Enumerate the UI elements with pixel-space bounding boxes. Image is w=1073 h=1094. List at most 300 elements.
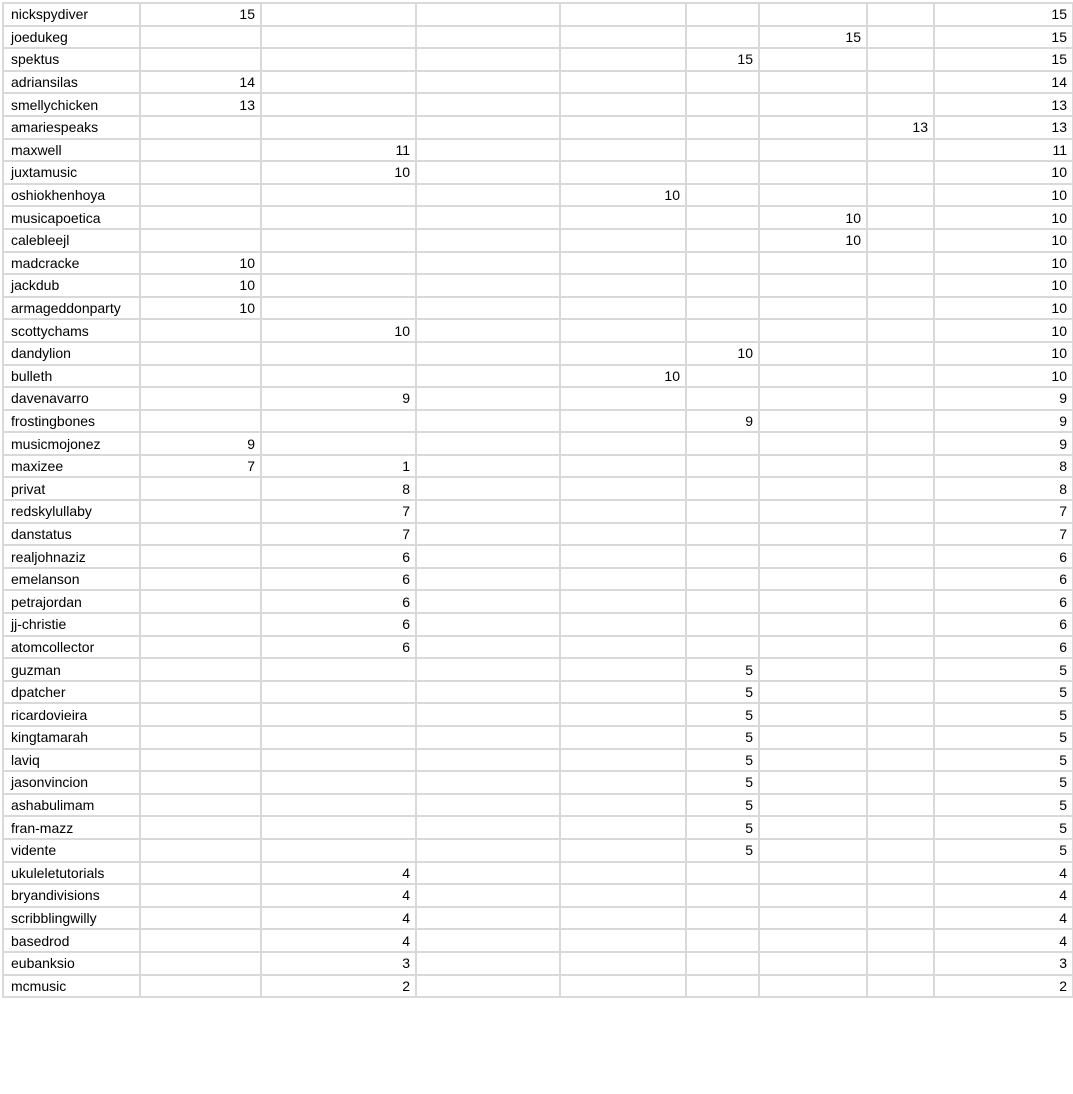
score-cell[interactable]: 10 (140, 252, 261, 275)
score-cell[interactable]: 5 (686, 658, 759, 681)
score-cell[interactable] (759, 952, 867, 975)
total-cell[interactable]: 7 (934, 500, 1073, 523)
score-cell[interactable] (140, 477, 261, 500)
score-cell[interactable] (140, 658, 261, 681)
score-cell[interactable] (416, 568, 560, 591)
score-cell[interactable] (686, 139, 759, 162)
total-cell[interactable]: 14 (934, 71, 1073, 94)
score-cell[interactable] (140, 839, 261, 862)
score-cell[interactable] (140, 342, 261, 365)
score-cell[interactable] (560, 71, 686, 94)
score-cell[interactable] (140, 319, 261, 342)
score-cell[interactable] (416, 726, 560, 749)
score-cell[interactable] (560, 636, 686, 659)
username-cell[interactable]: scribblingwilly (3, 907, 140, 930)
score-cell[interactable] (416, 545, 560, 568)
score-cell[interactable] (560, 26, 686, 49)
score-cell[interactable] (261, 206, 416, 229)
score-cell[interactable] (759, 794, 867, 817)
score-cell[interactable] (140, 929, 261, 952)
score-cell[interactable]: 13 (867, 116, 934, 139)
score-cell[interactable] (867, 636, 934, 659)
username-cell[interactable]: petrajordan (3, 590, 140, 613)
score-cell[interactable] (560, 93, 686, 116)
score-cell[interactable]: 5 (686, 726, 759, 749)
score-cell[interactable] (686, 184, 759, 207)
username-cell[interactable]: calebleejl (3, 229, 140, 252)
score-cell[interactable] (261, 658, 416, 681)
total-cell[interactable]: 10 (934, 365, 1073, 388)
score-cell[interactable] (140, 862, 261, 885)
score-cell[interactable]: 3 (261, 952, 416, 975)
score-cell[interactable] (686, 545, 759, 568)
score-cell[interactable] (140, 545, 261, 568)
score-cell[interactable] (560, 206, 686, 229)
score-cell[interactable] (140, 568, 261, 591)
score-cell[interactable] (686, 365, 759, 388)
score-cell[interactable] (759, 93, 867, 116)
score-cell[interactable] (560, 568, 686, 591)
total-cell[interactable]: 4 (934, 907, 1073, 930)
score-cell[interactable] (416, 139, 560, 162)
score-cell[interactable]: 6 (261, 545, 416, 568)
username-cell[interactable]: realjohnaziz (3, 545, 140, 568)
total-cell[interactable]: 10 (934, 274, 1073, 297)
score-cell[interactable] (867, 184, 934, 207)
score-cell[interactable] (416, 274, 560, 297)
score-cell[interactable] (686, 93, 759, 116)
score-cell[interactable]: 9 (686, 410, 759, 433)
username-cell[interactable]: danstatus (3, 523, 140, 546)
score-cell[interactable] (416, 590, 560, 613)
score-cell[interactable] (416, 794, 560, 817)
total-cell[interactable]: 15 (934, 48, 1073, 71)
total-cell[interactable]: 5 (934, 658, 1073, 681)
score-cell[interactable] (560, 952, 686, 975)
score-cell[interactable] (261, 410, 416, 433)
score-cell[interactable] (867, 749, 934, 772)
score-cell[interactable] (867, 500, 934, 523)
username-cell[interactable]: eubanksio (3, 952, 140, 975)
total-cell[interactable]: 10 (934, 252, 1073, 275)
score-cell[interactable]: 4 (261, 907, 416, 930)
score-cell[interactable] (759, 975, 867, 998)
score-cell[interactable]: 10 (686, 342, 759, 365)
score-cell[interactable] (261, 726, 416, 749)
total-cell[interactable]: 15 (934, 3, 1073, 26)
username-cell[interactable]: bulleth (3, 365, 140, 388)
score-cell[interactable] (416, 93, 560, 116)
score-cell[interactable] (416, 26, 560, 49)
score-cell[interactable]: 5 (686, 794, 759, 817)
score-cell[interactable] (686, 252, 759, 275)
username-cell[interactable]: redskylullaby (3, 500, 140, 523)
score-cell[interactable] (867, 816, 934, 839)
score-cell[interactable] (140, 726, 261, 749)
total-cell[interactable]: 10 (934, 184, 1073, 207)
total-cell[interactable]: 10 (934, 229, 1073, 252)
score-cell[interactable] (261, 365, 416, 388)
score-cell[interactable] (416, 703, 560, 726)
score-cell[interactable] (416, 613, 560, 636)
total-cell[interactable]: 9 (934, 432, 1073, 455)
score-cell[interactable] (867, 71, 934, 94)
score-cell[interactable] (686, 952, 759, 975)
score-cell[interactable] (759, 771, 867, 794)
score-cell[interactable] (686, 884, 759, 907)
score-cell[interactable] (867, 161, 934, 184)
score-cell[interactable] (140, 771, 261, 794)
score-cell[interactable] (261, 839, 416, 862)
score-cell[interactable] (686, 161, 759, 184)
total-cell[interactable]: 5 (934, 839, 1073, 862)
username-cell[interactable]: jasonvincion (3, 771, 140, 794)
score-cell[interactable]: 13 (140, 93, 261, 116)
score-cell[interactable] (560, 726, 686, 749)
total-cell[interactable]: 15 (934, 26, 1073, 49)
username-cell[interactable]: vidente (3, 839, 140, 862)
score-cell[interactable] (759, 749, 867, 772)
score-cell[interactable]: 7 (261, 500, 416, 523)
username-cell[interactable]: davenavarro (3, 387, 140, 410)
score-cell[interactable] (416, 681, 560, 704)
total-cell[interactable]: 8 (934, 477, 1073, 500)
score-cell[interactable] (686, 975, 759, 998)
score-cell[interactable] (686, 297, 759, 320)
score-cell[interactable] (867, 839, 934, 862)
username-cell[interactable]: smellychicken (3, 93, 140, 116)
total-cell[interactable]: 4 (934, 862, 1073, 885)
total-cell[interactable]: 4 (934, 884, 1073, 907)
score-cell[interactable]: 9 (140, 432, 261, 455)
score-cell[interactable] (867, 907, 934, 930)
username-cell[interactable]: jackdub (3, 274, 140, 297)
score-cell[interactable] (560, 161, 686, 184)
total-cell[interactable]: 10 (934, 342, 1073, 365)
score-cell[interactable]: 5 (686, 749, 759, 772)
score-cell[interactable] (416, 477, 560, 500)
score-cell[interactable] (686, 477, 759, 500)
score-cell[interactable] (140, 184, 261, 207)
score-cell[interactable] (867, 862, 934, 885)
score-cell[interactable] (867, 703, 934, 726)
score-cell[interactable] (867, 952, 934, 975)
score-cell[interactable] (416, 206, 560, 229)
username-cell[interactable]: fran-mazz (3, 816, 140, 839)
score-cell[interactable] (867, 26, 934, 49)
score-cell[interactable] (759, 252, 867, 275)
score-cell[interactable] (759, 523, 867, 546)
score-cell[interactable] (759, 3, 867, 26)
score-cell[interactable]: 11 (261, 139, 416, 162)
score-cell[interactable] (686, 613, 759, 636)
score-cell[interactable] (416, 523, 560, 546)
score-cell[interactable] (686, 500, 759, 523)
score-cell[interactable] (759, 71, 867, 94)
score-cell[interactable] (867, 387, 934, 410)
score-cell[interactable] (140, 161, 261, 184)
score-cell[interactable] (140, 952, 261, 975)
score-cell[interactable] (140, 139, 261, 162)
score-cell[interactable] (867, 794, 934, 817)
score-cell[interactable] (560, 48, 686, 71)
total-cell[interactable]: 6 (934, 545, 1073, 568)
score-cell[interactable] (560, 274, 686, 297)
username-cell[interactable]: guzman (3, 658, 140, 681)
total-cell[interactable]: 6 (934, 568, 1073, 591)
score-cell[interactable]: 6 (261, 568, 416, 591)
score-cell[interactable] (560, 139, 686, 162)
score-cell[interactable] (759, 884, 867, 907)
username-cell[interactable]: maxizee (3, 455, 140, 478)
score-cell[interactable] (261, 703, 416, 726)
score-cell[interactable] (686, 319, 759, 342)
score-cell[interactable] (140, 590, 261, 613)
score-cell[interactable] (416, 771, 560, 794)
score-cell[interactable] (261, 93, 416, 116)
username-cell[interactable]: atomcollector (3, 636, 140, 659)
score-cell[interactable]: 5 (686, 771, 759, 794)
total-cell[interactable]: 5 (934, 771, 1073, 794)
score-cell[interactable] (416, 184, 560, 207)
score-cell[interactable] (416, 48, 560, 71)
score-cell[interactable] (560, 929, 686, 952)
score-cell[interactable]: 1 (261, 455, 416, 478)
score-cell[interactable] (759, 365, 867, 388)
total-cell[interactable]: 6 (934, 590, 1073, 613)
username-cell[interactable]: musicmojonez (3, 432, 140, 455)
score-cell[interactable] (140, 365, 261, 388)
username-cell[interactable]: bryandivisions (3, 884, 140, 907)
score-cell[interactable] (416, 455, 560, 478)
score-cell[interactable] (867, 726, 934, 749)
score-cell[interactable] (686, 116, 759, 139)
score-cell[interactable] (416, 116, 560, 139)
username-cell[interactable]: scottychams (3, 319, 140, 342)
score-cell[interactable] (416, 907, 560, 930)
score-cell[interactable] (867, 274, 934, 297)
score-cell[interactable] (560, 432, 686, 455)
total-cell[interactable]: 9 (934, 387, 1073, 410)
username-cell[interactable]: jj-christie (3, 613, 140, 636)
username-cell[interactable]: nickspydiver (3, 3, 140, 26)
score-cell[interactable] (261, 794, 416, 817)
score-cell[interactable] (261, 274, 416, 297)
score-cell[interactable] (416, 71, 560, 94)
score-cell[interactable]: 4 (261, 862, 416, 885)
username-cell[interactable]: amariespeaks (3, 116, 140, 139)
total-cell[interactable]: 10 (934, 161, 1073, 184)
score-cell[interactable] (686, 568, 759, 591)
username-cell[interactable]: emelanson (3, 568, 140, 591)
score-cell[interactable] (759, 590, 867, 613)
score-cell[interactable] (261, 48, 416, 71)
score-cell[interactable] (140, 749, 261, 772)
score-cell[interactable] (560, 975, 686, 998)
score-cell[interactable] (560, 455, 686, 478)
username-cell[interactable]: ukuleletutorials (3, 862, 140, 885)
total-cell[interactable]: 9 (934, 410, 1073, 433)
score-cell[interactable] (560, 116, 686, 139)
score-cell[interactable] (759, 410, 867, 433)
score-cell[interactable] (416, 816, 560, 839)
score-cell[interactable] (416, 658, 560, 681)
score-cell[interactable] (867, 523, 934, 546)
username-cell[interactable]: oshiokhenhoya (3, 184, 140, 207)
score-cell[interactable]: 10 (261, 319, 416, 342)
score-cell[interactable] (867, 365, 934, 388)
score-cell[interactable]: 4 (261, 884, 416, 907)
score-cell[interactable] (759, 703, 867, 726)
total-cell[interactable]: 2 (934, 975, 1073, 998)
score-cell[interactable] (759, 726, 867, 749)
score-cell[interactable] (686, 206, 759, 229)
total-cell[interactable]: 10 (934, 206, 1073, 229)
score-cell[interactable] (686, 387, 759, 410)
score-cell[interactable]: 6 (261, 590, 416, 613)
score-cell[interactable]: 9 (261, 387, 416, 410)
score-cell[interactable] (867, 884, 934, 907)
score-cell[interactable] (686, 590, 759, 613)
score-cell[interactable] (759, 568, 867, 591)
score-cell[interactable] (416, 365, 560, 388)
score-cell[interactable]: 5 (686, 816, 759, 839)
total-cell[interactable]: 10 (934, 297, 1073, 320)
score-cell[interactable] (261, 71, 416, 94)
score-cell[interactable] (686, 71, 759, 94)
score-cell[interactable] (560, 658, 686, 681)
score-cell[interactable] (759, 839, 867, 862)
score-cell[interactable] (416, 884, 560, 907)
username-cell[interactable]: ashabulimam (3, 794, 140, 817)
score-cell[interactable] (759, 681, 867, 704)
score-cell[interactable] (261, 26, 416, 49)
score-cell[interactable] (759, 297, 867, 320)
username-cell[interactable]: frostingbones (3, 410, 140, 433)
score-cell[interactable] (686, 929, 759, 952)
score-cell[interactable] (261, 749, 416, 772)
score-cell[interactable] (560, 884, 686, 907)
score-cell[interactable]: 10 (759, 206, 867, 229)
score-cell[interactable] (140, 907, 261, 930)
username-cell[interactable]: spektus (3, 48, 140, 71)
total-cell[interactable]: 6 (934, 636, 1073, 659)
score-cell[interactable]: 6 (261, 613, 416, 636)
total-cell[interactable]: 4 (934, 929, 1073, 952)
score-cell[interactable] (867, 681, 934, 704)
score-cell[interactable] (140, 410, 261, 433)
score-cell[interactable] (140, 816, 261, 839)
total-cell[interactable]: 6 (934, 613, 1073, 636)
score-cell[interactable] (560, 907, 686, 930)
score-cell[interactable] (261, 184, 416, 207)
score-cell[interactable] (867, 229, 934, 252)
score-cell[interactable] (140, 206, 261, 229)
total-cell[interactable]: 5 (934, 726, 1073, 749)
username-cell[interactable]: kingtamarah (3, 726, 140, 749)
score-cell[interactable] (261, 297, 416, 320)
score-cell[interactable]: 10 (261, 161, 416, 184)
score-cell[interactable]: 10 (759, 229, 867, 252)
username-cell[interactable]: madcracke (3, 252, 140, 275)
score-cell[interactable] (560, 839, 686, 862)
score-cell[interactable] (560, 523, 686, 546)
score-cell[interactable] (759, 500, 867, 523)
score-cell[interactable] (560, 252, 686, 275)
score-cell[interactable] (686, 3, 759, 26)
score-cell[interactable] (867, 477, 934, 500)
score-cell[interactable] (759, 636, 867, 659)
score-cell[interactable]: 6 (261, 636, 416, 659)
score-cell[interactable] (416, 3, 560, 26)
score-cell[interactable] (416, 975, 560, 998)
score-cell[interactable]: 4 (261, 929, 416, 952)
score-cell[interactable] (416, 229, 560, 252)
score-cell[interactable] (867, 975, 934, 998)
score-cell[interactable] (759, 319, 867, 342)
score-cell[interactable] (140, 48, 261, 71)
score-cell[interactable] (261, 771, 416, 794)
score-cell[interactable] (759, 658, 867, 681)
score-cell[interactable] (140, 794, 261, 817)
score-cell[interactable] (261, 252, 416, 275)
score-cell[interactable] (867, 297, 934, 320)
score-cell[interactable] (140, 681, 261, 704)
total-cell[interactable]: 10 (934, 319, 1073, 342)
score-cell[interactable]: 8 (261, 477, 416, 500)
score-cell[interactable]: 15 (759, 26, 867, 49)
score-cell[interactable] (686, 229, 759, 252)
score-cell[interactable] (140, 116, 261, 139)
username-cell[interactable]: dandylion (3, 342, 140, 365)
score-cell[interactable] (140, 613, 261, 636)
score-cell[interactable] (867, 455, 934, 478)
score-cell[interactable] (140, 500, 261, 523)
score-cell[interactable] (759, 455, 867, 478)
score-cell[interactable] (686, 432, 759, 455)
total-cell[interactable]: 7 (934, 523, 1073, 546)
score-cell[interactable] (261, 342, 416, 365)
score-cell[interactable] (560, 681, 686, 704)
score-cell[interactable] (867, 432, 934, 455)
score-cell[interactable] (867, 590, 934, 613)
score-cell[interactable] (560, 749, 686, 772)
score-cell[interactable] (759, 862, 867, 885)
score-cell[interactable] (759, 907, 867, 930)
score-cell[interactable] (560, 387, 686, 410)
score-cell[interactable] (759, 387, 867, 410)
score-cell[interactable] (416, 952, 560, 975)
score-cell[interactable] (560, 319, 686, 342)
score-cell[interactable] (560, 297, 686, 320)
username-cell[interactable]: basedrod (3, 929, 140, 952)
score-cell[interactable] (560, 794, 686, 817)
username-cell[interactable]: adriansilas (3, 71, 140, 94)
score-cell[interactable] (686, 26, 759, 49)
total-cell[interactable]: 13 (934, 93, 1073, 116)
score-cell[interactable] (759, 161, 867, 184)
score-cell[interactable] (140, 703, 261, 726)
score-cell[interactable] (867, 613, 934, 636)
score-cell[interactable] (416, 500, 560, 523)
score-cell[interactable] (560, 816, 686, 839)
score-cell[interactable] (416, 387, 560, 410)
score-cell[interactable] (867, 771, 934, 794)
score-cell[interactable] (759, 929, 867, 952)
score-cell[interactable] (686, 907, 759, 930)
score-cell[interactable]: 5 (686, 839, 759, 862)
score-cell[interactable] (686, 455, 759, 478)
